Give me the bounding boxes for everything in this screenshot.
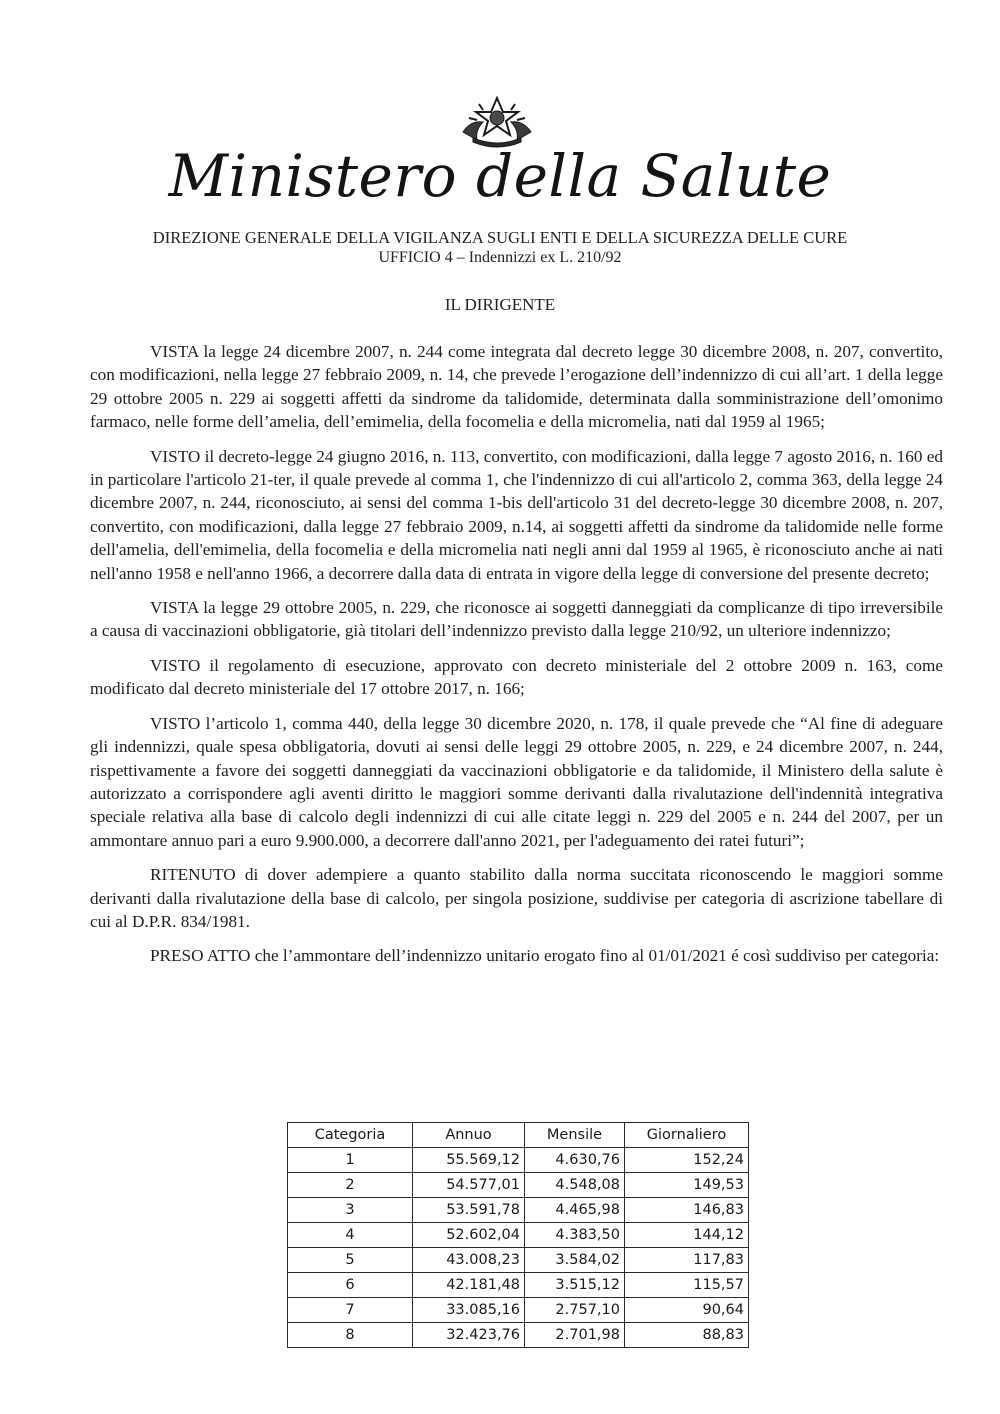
cell-annuo: 54.577,01 — [413, 1173, 525, 1198]
cell-mensile: 2.701,98 — [525, 1323, 625, 1348]
column-header-giornaliero: Giornaliero — [625, 1123, 749, 1148]
cell-categoria: 6 — [288, 1273, 413, 1298]
cell-categoria: 1 — [288, 1148, 413, 1173]
cell-mensile: 4.465,98 — [525, 1198, 625, 1223]
document-body — [90, 340, 943, 979]
table-row — [288, 1173, 749, 1198]
column-header-annuo: Annuo — [413, 1123, 525, 1148]
cell-categoria: 4 — [288, 1223, 413, 1248]
column-header-categoria: Categoria — [288, 1123, 413, 1148]
cell-giornaliero: 146,83 — [625, 1198, 749, 1223]
cell-mensile: 2.757,10 — [525, 1298, 625, 1323]
table-row — [288, 1148, 749, 1173]
department-name: DIREZIONE GENERALE DELLA VIGILANZA SUGLI ENTI E DELLA SICUREZZA DELLE CURE — [152, 228, 848, 247]
paragraph-visto-regolamento: VISTO il regolamento di esecuzione, approvato con decreto ministeriale del 2 ottobre 2009 n. 163, come modificato dal decreto ministeriale del 17 ottobre 2017, n. 166; — [90, 655, 943, 699]
ministry-name: Ministero della Salute — [168, 142, 832, 210]
cell-giornaliero: 88,83 — [625, 1323, 749, 1348]
paragraph-vista-legge-229: VISTA la legge 29 ottobre 2005, n. 229, che riconosce ai soggetti danneggiati da complicanze di tipo irreversibile a causa di vaccinazioni obbligatorie, già titolari dell’indennizzo previsto dalla legge 210/92, un ulteriore indennizzo; — [90, 598, 943, 641]
cell-giornaliero: 152,24 — [625, 1148, 749, 1173]
table-header-row — [288, 1123, 749, 1148]
paragraph-visto-decreto-113: VISTO il decreto-legge 24 giugno 2016, n. 113, convertito, con modificazioni, dalla legge 7 agosto 2016, n. 160 ed in particolare l'articolo 21-ter, il quale prevede al comma 1, che l'indennizzo di cui all'articolo 2, comma 363, della legge 24 dicembre 2007, n. 244, riconosciuto, ai sensi del comma 1-bis dell'articolo 31 del decreto-legge 30 dicembre 2008, n. 207, convertito, con modificazioni, dalla legge 27 febbraio 2009, n.14, ai soggetti affetti da sindrome da talidomide nelle forme dell'amelia, dell'emimelia, della focomelia e della micromelia nati negli anni dal 1959 al 1965, è riconosciuto anche ai nati nell'anno 1958 e nell'anno 1966, a decorrere dalla data di entrata in vigore della legge di conversione del presente decreto; — [90, 446, 943, 583]
paragraph-ritenuto: RITENUTO di dover adempiere a quanto stabilito dalla norma succitata riconoscendo le maggiori somme derivanti dalla rivalutazione della base di calcolo, per singola posizione, suddivise per categoria di ascrizione tabellare di cui al D.P.R. 834/1981. — [90, 865, 943, 931]
cell-mensile: 4.548,08 — [525, 1173, 625, 1198]
cell-annuo: 52.602,04 — [413, 1223, 525, 1248]
cell-categoria: 3 — [288, 1198, 413, 1223]
column-header-mensile: Mensile — [525, 1123, 625, 1148]
cell-giornaliero: 117,83 — [625, 1248, 749, 1273]
table-row — [288, 1198, 749, 1223]
table-row — [288, 1223, 749, 1248]
table-row — [288, 1273, 749, 1298]
cell-categoria: 2 — [288, 1173, 413, 1198]
paragraph-preso-atto: PRESO ATTO che l’ammontare dell’indennizzo unitario erogato fino al 01/01/2021 é così suddiviso per categoria: — [150, 946, 940, 966]
cell-categoria: 7 — [288, 1298, 413, 1323]
cell-mensile: 3.515,12 — [525, 1273, 625, 1298]
cell-annuo: 43.008,23 — [413, 1248, 525, 1273]
office-name: UFFICIO 4 – Indennizzi ex L. 210/92 — [378, 249, 622, 266]
cell-mensile: 4.630,76 — [525, 1148, 625, 1173]
cell-annuo: 53.591,78 — [413, 1198, 525, 1223]
document-heading: IL DIRIGENTE — [444, 295, 556, 314]
table-row — [288, 1248, 749, 1273]
indemnity-table — [287, 1122, 749, 1348]
cell-categoria: 8 — [288, 1323, 413, 1348]
table-row — [288, 1323, 749, 1348]
indemnity-table-container — [287, 1122, 749, 1348]
paragraph-vista-legge-244: VISTA la legge 24 dicembre 2007, n. 244 come integrata dal decreto legge 30 dicembre 2008, n. 207, convertito, con modificazioni, nella legge 27 febbraio 2009, n. 14, che prevede l’erogazione dell’indennizzo di cui all’art. 1 della legge 29 ottobre 2005 n. 229 ai soggetti affetti da sindrome da talidomide, determinata dalla somministrazione dell’omonimo farmaco, nelle forme dell’amelia, dell’emimelia, della focomelia e della micromelia, nati dal 1959 al 1965; — [90, 342, 943, 432]
cell-categoria: 5 — [288, 1248, 413, 1273]
cell-mensile: 4.383,50 — [525, 1223, 625, 1248]
cell-giornaliero: 90,64 — [625, 1298, 749, 1323]
cell-giornaliero: 144,12 — [625, 1223, 749, 1248]
table-row — [288, 1298, 749, 1323]
cell-giornaliero: 115,57 — [625, 1273, 749, 1298]
cell-annuo: 33.085,16 — [413, 1298, 525, 1323]
cell-annuo: 42.181,48 — [413, 1273, 525, 1298]
cell-mensile: 3.584,02 — [525, 1248, 625, 1273]
cell-giornaliero: 149,53 — [625, 1173, 749, 1198]
cell-annuo: 55.569,12 — [413, 1148, 525, 1173]
paragraph-visto-articolo-1: VISTO l’articolo 1, comma 440, della legge 30 dicembre 2020, n. 178, il quale prevede che “Al fine di adeguare gli indennizzi, quale spesa obbligatoria, dovuti ai sensi delle leggi 29 ottobre 2005, n. 229, e 24 dicembre 2007, n. 244, rispettivamente a favore dei soggetti danneggiati da vaccinazioni obbligatorie e da talidomide, il Ministero della salute è autorizzato a corrispondere agli aventi diritto le maggiori somme derivanti dalla rivalutazione dell'indennità integrativa speciale relativa alla base di calcolo degli indennizzi di cui alle citate leggi n. 229 del 2005 e n. 244 del 2007, per un ammontare annuo pari a euro 9.900.000, a decorrere dall'anno 2021, per l'adeguamento dei ratei futuri”; — [90, 713, 943, 850]
cell-annuo: 32.423,76 — [413, 1323, 525, 1348]
